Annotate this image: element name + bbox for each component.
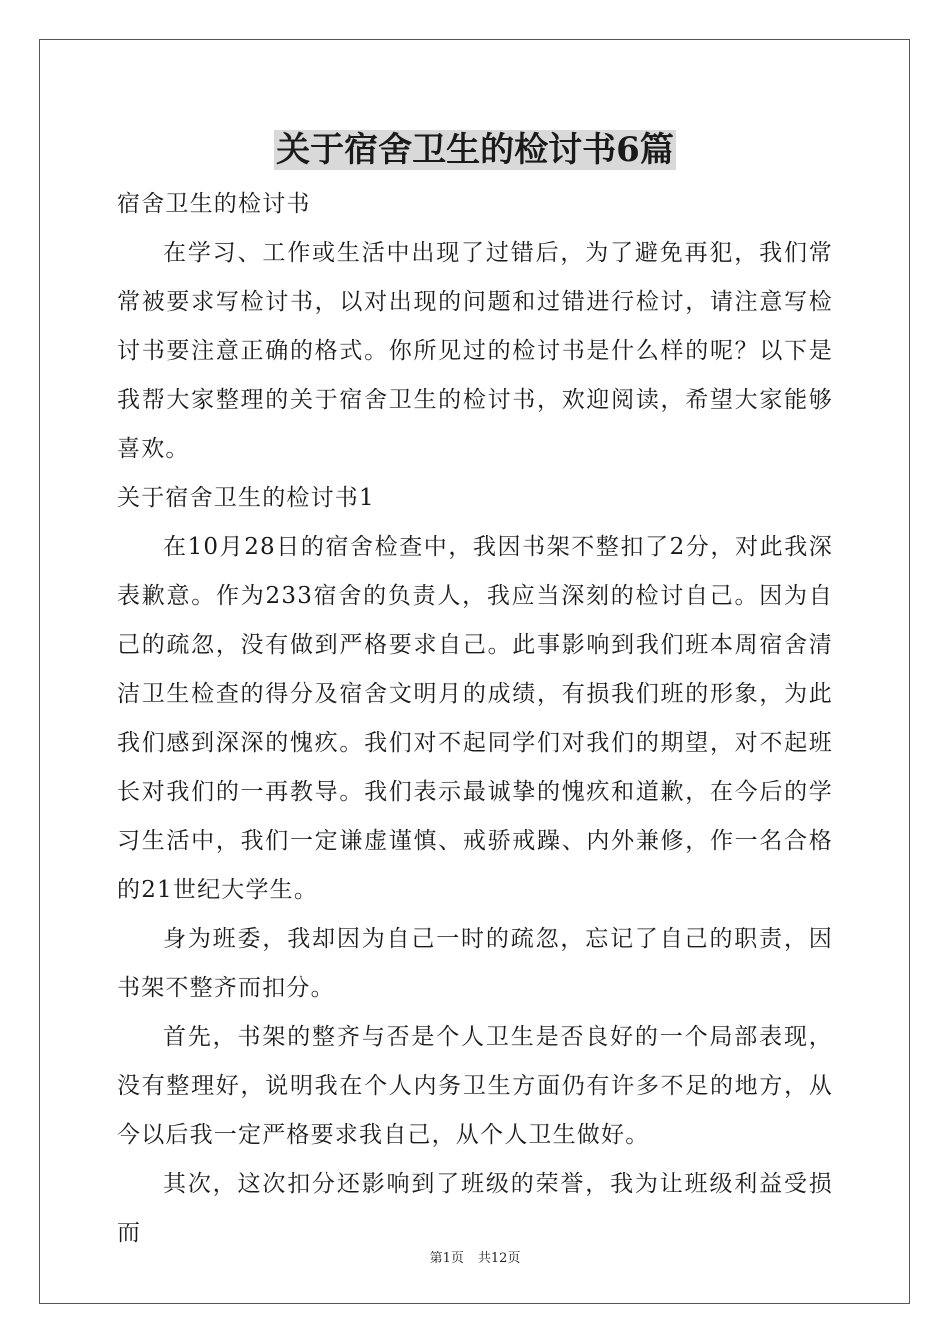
paragraph: 在10月28日的宿舍检查中，我因书架不整扣了2分，对此我深表歉意。作为233宿舍的负责人，我应当深刻的检讨自己。因为自己的疏忽，没有做到严格要求自己。此事影响到我们班本周宿舍清洁卫生检查的得分及宿舍文明月的成绩，有损我们班的形象，为此我们感到深深的愧疚。我们对不起同学们对我们的期望，对不起班长对我们的一再教导。我们表示最诚挚的愧疚和道歉，在今后的学习生活中，我们一定谦虚谨慎、戒骄戒躁、内外兼修，作一名合格的21世纪大学生。 [117,534,833,903]
page-footer [0,1247,950,1266]
paragraph: 身为班委，我却因为自己一时的疏忽，忘记了自己的职责，因书架不整齐而扣分。 [117,926,833,1001]
document-body [117,180,833,1258]
paragraph: 在学习、工作或生活中出现了过错后，为了避免再犯，我们常常被要求写检讨书，以对出现的问题和过错进行检讨，请注意写检讨书要注意正确的格式。你所见过的检讨书是什么样的呢？以下是我帮大家整理的关于宿舍卫生的检讨书，欢迎阅读，希望大家能够喜欢。 [117,240,833,462]
page-number: 第1页 [429,1251,464,1266]
document-title: 关于宿舍卫生的检讨书6篇 [276,130,674,170]
paragraph: 首先，书架的整齐与否是个人卫生是否良好的一个局部表现，没有整理好，说明我在个人内务卫生方面仍有许多不足的地方，从今以后我一定严格要求我自己，从个人卫生做好。 [117,1024,833,1148]
section-heading: 宿舍卫生的检讨书 [117,191,311,217]
section-heading: 关于宿舍卫生的检讨书1 [117,485,375,511]
paragraph: 其次，这次扣分还影响到了班级的荣誉，我为让班级利益受损而 [117,1171,833,1246]
page-total: 共12页 [477,1251,521,1266]
